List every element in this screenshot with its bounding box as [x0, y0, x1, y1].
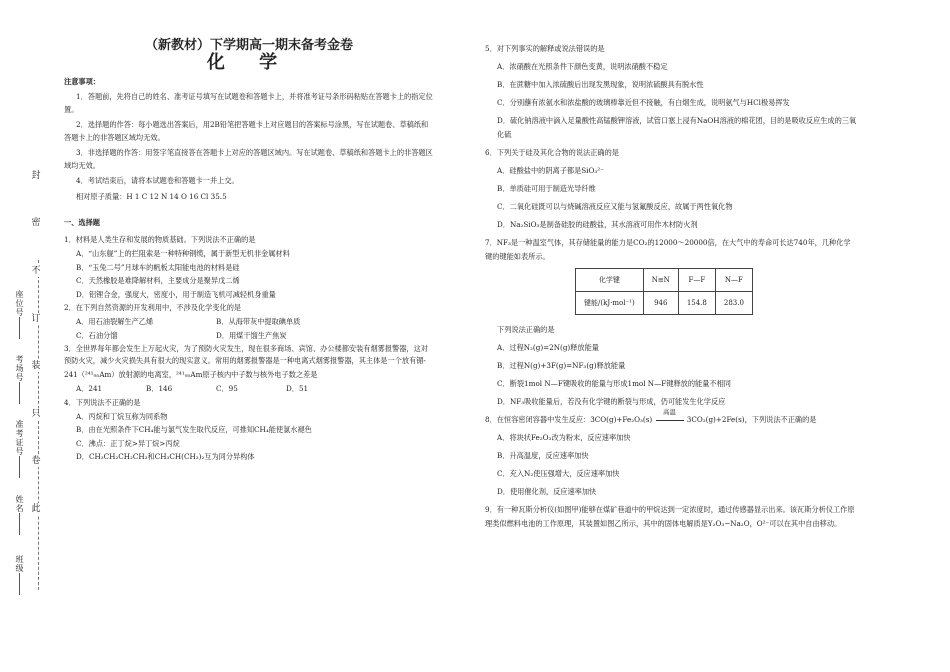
option-a: A．将块状Fe₂O₃改为粉末，反应速率加快: [497, 433, 631, 442]
table-header-row: [576, 269, 753, 292]
option-b: B．由在光照条件下CH₄能与氯气发生取代反应，可推知CH₄能使氯水褪色: [76, 425, 312, 434]
seal-char: 卷: [31, 456, 41, 466]
atomic-mass-line: 相对原子质量：H 1 C 12 N 14 O 16 Cl 35.5: [76, 191, 227, 201]
question-3: [64, 343, 434, 395]
option-a: A．“山东舰”上的拦阻索是一种特种钢缆，属于新型无机非金属材料: [76, 249, 290, 258]
question-stem: 5．对下列事实的解释或说法错误的是: [485, 44, 605, 53]
seal-line: [38, 260, 39, 590]
field-name: 姓名: [14, 495, 24, 535]
option-d: D．51: [286, 384, 309, 393]
option-b: B．单质硅可用于制造光导纤维: [497, 184, 596, 193]
reaction-condition: 高温: [663, 408, 676, 416]
question-stem: 4．下列说法不正确的是: [64, 397, 141, 407]
question-7: [485, 236, 857, 409]
option-c: C．95: [216, 384, 238, 393]
question-stem: 3．全世界每年都会发生上万起火灾，为了预防火灾发生，现在很多商场、宾馆、办公楼都安装有烟雾报警器，这对预防火灾，减少火灾损失具有很大的现实意义。常用的烟雾报警器是一种电离式烟雾报警器，其主体是一个放有镅-: [64, 344, 428, 365]
binding-margin: [0, 0, 55, 672]
table-cell: 154.8: [678, 292, 715, 315]
notice-item: 4．考试结束后，请将本试题卷和答题卡一并上交。: [76, 176, 239, 185]
stem-part: 3CO₂(g)+2Fe(s)，下列说法不正确的是: [686, 415, 817, 424]
option-d: D．使用催化剂，反应速率加快: [497, 487, 597, 496]
question-8: [485, 408, 857, 499]
table-cell: F—F: [678, 269, 715, 292]
question-stem: 7．NF₃是一种温室气体，其存储能量的能力是CO₂的12000～20000倍，在大气中的寿命可长达740年，几种化学键的键能如表所示。: [485, 238, 851, 261]
option-d: D．用煤干馏生产焦炭: [216, 330, 287, 340]
question-stem: 2．在下列自然资源的开发利用中，不涉及化学变化的是: [64, 303, 242, 312]
question-1: [64, 234, 434, 300]
option-a: A．硅酸盐中的阴离子都是SiO₃²⁻: [497, 166, 604, 175]
question-6: [485, 146, 857, 232]
field-admission-number: 准考证号: [14, 420, 24, 478]
reaction-arrow: [655, 408, 685, 427]
field-class: 班级: [14, 555, 24, 595]
notice-item: 2．选择题的作答：每小题选出答案后，用2B铅笔把答题卡上对应题目的答案标号涂黑，写在试题卷、草稿纸和答题卡上的非答题区域均无效。: [64, 120, 429, 142]
field-exam-room: 考场号: [14, 355, 24, 404]
option-c: C．石油分馏: [76, 330, 118, 340]
option-a: A．过程N₂(g)=2N(g)释放能量: [497, 343, 599, 352]
option-d: D．NF₃吸收能量后，若没有化学键的断裂与形成，仍可能发生化学反应: [497, 397, 726, 406]
option-b: B．升高温度，反应速率加快: [497, 451, 589, 460]
question-stem: 1．材料是人类生存和发展的物质基础。下列说法不正确的是: [64, 235, 256, 244]
option-d: D．CH₃CH₂CH₂CH₃和CH₃CH(CH₃)₂互为同分异构体: [76, 452, 255, 461]
option-row: [76, 316, 434, 328]
exam-title: （新教材）下学期高一期末备考金卷: [144, 38, 353, 53]
seal-char: 装: [31, 361, 41, 371]
table-cell: 946: [643, 292, 678, 315]
notice-item: 1．答题前，先将自己的姓名、准考证号填写在试题卷和答题卡上，并将准考证号条形码粘贴在答题卡上的指定位置。: [64, 92, 433, 114]
option-b: B．146: [146, 384, 173, 393]
option-d: D．硫化钠溶液中滴入足量酸性高锰酸钾溶液，试管口塞上浸有NaOH溶液的棉花团，目的是吸收反应生成的三氧化硫: [497, 116, 857, 139]
option-a: A．用石油裂解生产乙烯: [76, 317, 154, 326]
option-c: C．天然橡胶是难降解材料，主要成分是聚异戊二烯: [76, 276, 240, 285]
seal-char: 密: [31, 218, 41, 228]
section-heading: 一、选择题: [64, 218, 100, 227]
question-stem: 6．下列关于硅及其化合物的说法正确的是: [485, 148, 619, 157]
seal-char: 此: [31, 504, 41, 514]
seal-char: 订: [31, 314, 41, 324]
option-row: [76, 383, 434, 395]
option-b: B．过程N(g)+3F(g)=NF₃(g)释放能量: [497, 361, 626, 370]
subject-title: 化 学: [206, 52, 292, 73]
table-cell: 化学键: [576, 269, 644, 292]
option-c: C．二氧化硅既可以与烧碱溶液反应又能与氢氟酸反应，故属于两性氧化物: [497, 202, 733, 211]
question-sub-stem: 下列说法正确的是: [497, 325, 555, 334]
stem-part: 8．在恒容密闭容器中发生反应：3CO(g)+Fe₂O₃(s): [485, 415, 653, 424]
table-cell: 283.0: [715, 292, 752, 315]
seal-char: 不: [31, 266, 41, 276]
option-d: D．Na₂SiO₃是制备硅胶的硅酸盐，其水溶液可用作木材防火剂: [497, 220, 698, 229]
option-a: A．241: [76, 384, 103, 393]
option-c: C．分别蘸有浓氨水和浓盐酸的玻璃棒靠近但不接触，有白烟生成，说明氨气与HCl极易挥发: [497, 98, 790, 107]
question-4: [64, 397, 434, 463]
option-c: C．充入N₂使压强增大，反应速率加快: [497, 469, 620, 478]
table-row: [576, 292, 753, 315]
table-cell: N—F: [715, 269, 752, 292]
question-5: [485, 42, 857, 142]
question-stem: [485, 408, 857, 427]
question-stem: 9．有一种瓦斯分析仪(如图甲)能够在煤矿巷道中的甲烷达到一定浓度时，通过传感器显示出来。该瓦斯分析仪工作原理类似燃料电池的工作原理，其装置如图乙所示，其中的固体电解质是Y₂O₃−Na₂O，O²⁻可以在其中自由移动。: [485, 505, 855, 528]
left-column: [64, 40, 434, 465]
notice-item: 3．非选择题的作答：用签字笔直接答在答题卡上对应的答题区域内。写在试题卷、草稿纸和答题卡上的非答题区域均无效。: [64, 148, 433, 170]
option-b: B．在蔗糖中加入浓硫酸后出现发黑现象，说明浓硫酸具有脱水性: [497, 80, 704, 89]
option-a: A．浓硝酸在光照条件下颜色变黄，说明浓硝酸不稳定: [497, 62, 668, 71]
option-a: A．丙烷和丁烷互称为同系物: [76, 411, 168, 421]
table-cell: 键能/(kJ·mol⁻¹): [576, 292, 644, 315]
option-d: D．铝锂合金，强度大，密度小，用于制造飞机可减轻机身重量: [76, 289, 276, 299]
seal-char: 封: [31, 171, 41, 181]
seal-char: 只: [31, 409, 41, 419]
option-c: C．沸点：正丁烷>异丁烷>丙烷: [76, 438, 180, 448]
question-9: [485, 503, 857, 531]
notice-block: [64, 76, 434, 203]
bond-energy-table: [575, 268, 753, 315]
option-b: B．“玉兔二号”月球车的帆板太阳能电池的材料是硅: [76, 262, 240, 272]
field-seat-number: 座位号: [14, 290, 24, 339]
option-c: C．断裂1mol N—F键吸收的能量与形成1mol N—F键释放的能量不相同: [497, 379, 731, 388]
option-row: [76, 330, 434, 342]
table-cell: N≡N: [643, 269, 678, 292]
question-2: [64, 302, 434, 341]
right-column: [485, 42, 857, 535]
notice-heading: 注意事项：: [64, 77, 100, 86]
option-b: B．从海带灰中提取碘单质: [216, 317, 301, 326]
question-stem-cont: 241（²⁴¹₉₅Am）放射源的电离室，²⁴¹₉₅Am原子核内中子数与核外电子数之差是: [64, 370, 318, 379]
